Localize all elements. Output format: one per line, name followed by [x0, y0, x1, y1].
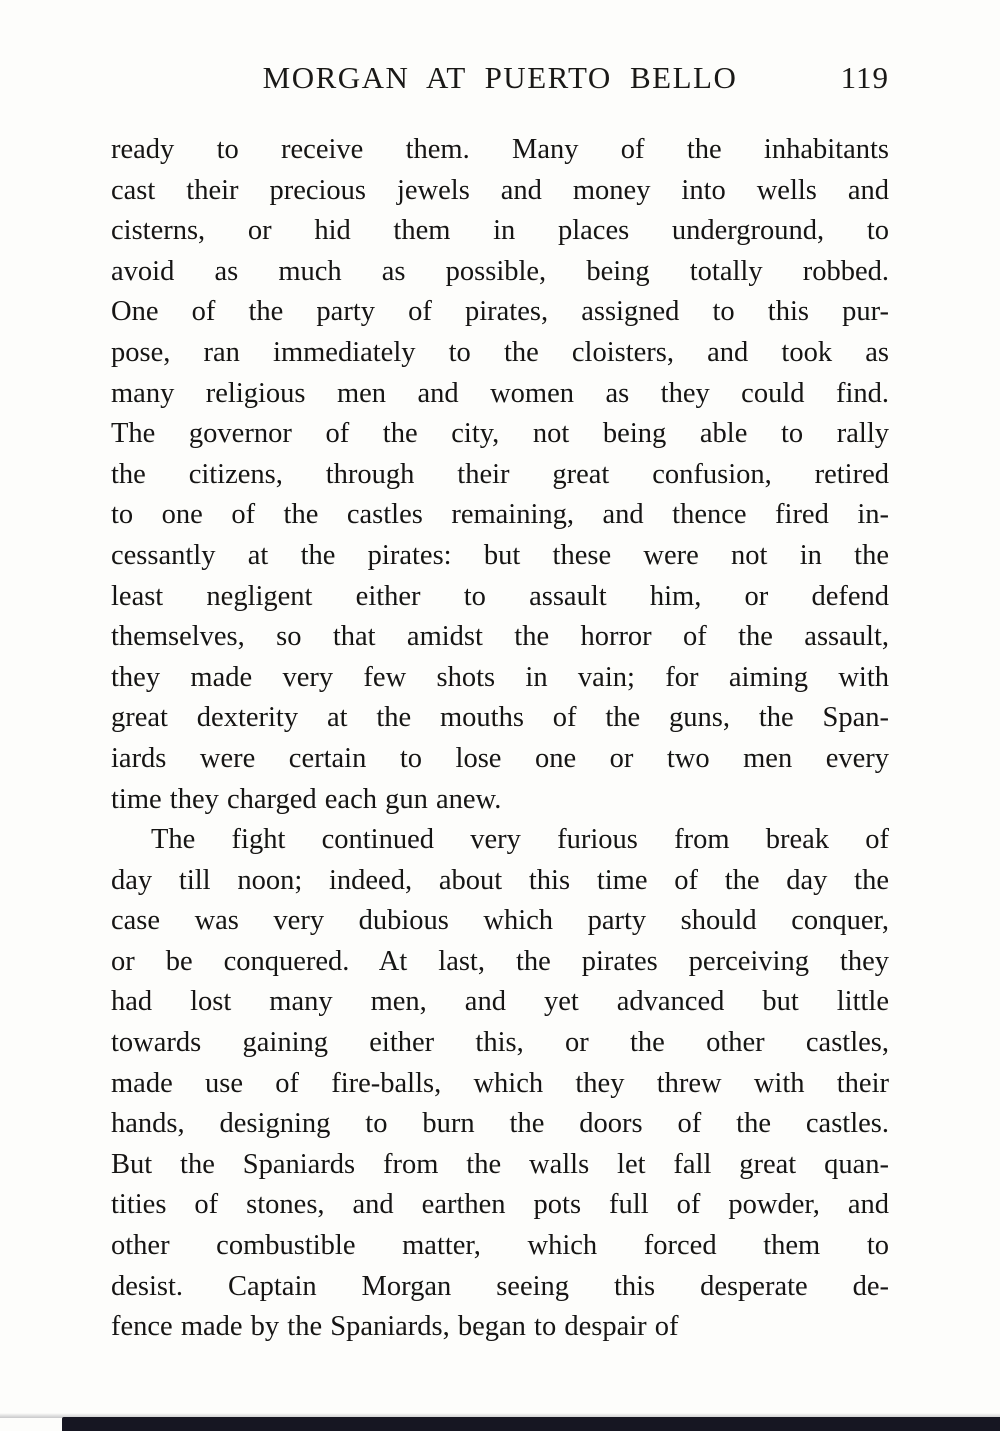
- page-body: [111, 130, 889, 1348]
- text-line: made use of fire-balls, which they threw with their: [111, 1067, 889, 1099]
- text-line: great dexterity at the mouths of the guns, the Span-: [111, 702, 889, 734]
- paragraph: [111, 130, 889, 820]
- text-line: But the Spaniards from the walls let fall great quan-: [111, 1148, 889, 1180]
- page-header: [111, 60, 889, 100]
- text-line: cast their precious jewels and money into wells and: [111, 174, 889, 206]
- text-line: hands, designing to burn the doors of the castles.: [111, 1108, 889, 1140]
- text-line: The governor of the city, not being able to rally: [111, 418, 889, 450]
- running-title: MORGAN AT PUERTO BELLO: [262, 60, 738, 95]
- text-line: The fight continued very furious from break of: [151, 824, 889, 856]
- text-line: day till noon; indeed, about this time of the day the: [111, 864, 889, 896]
- text-line: cessantly at the pirates: but these were not in the: [111, 539, 889, 571]
- text-line: the citizens, through their great confusion, retired: [111, 458, 889, 490]
- text-line: other combustible matter, which forced them to: [111, 1230, 889, 1262]
- text-line: avoid as much as possible, being totally robbed.: [111, 255, 889, 287]
- text-line: least negligent either to assault him, or defend: [111, 580, 889, 612]
- text-line: ready to receive them. Many of the inhabitants: [111, 134, 889, 165]
- text-line: pose, ran immediately to the cloisters, and took as: [111, 336, 889, 368]
- text-line: cisterns, or hid them in places underground, to: [111, 215, 889, 247]
- text-line: themselves, so that amidst the horror of the assault,: [111, 621, 889, 653]
- text-line: or be conquered. At last, the pirates perceiving they: [111, 945, 889, 977]
- text-line: had lost many men, and yet advanced but little: [111, 986, 889, 1018]
- text-line: towards gaining either this, or the other castles,: [111, 1027, 889, 1059]
- page-number: 119: [840, 60, 889, 95]
- text-line: iards were certain to lose one or two men every: [111, 742, 889, 774]
- paragraph: [111, 820, 889, 1348]
- text-line: to one of the castles remaining, and thence fired in-: [111, 499, 889, 531]
- text-line: tities of stones, and earthen pots full of powder, and: [111, 1189, 889, 1221]
- text-line: many religious men and women as they could find.: [111, 377, 889, 409]
- text-line: time they charged each gun anew.: [111, 783, 502, 815]
- text-line: case was very dubious which party should conquer,: [111, 905, 889, 937]
- text-line: One of the party of pirates, assigned to this pur-: [111, 296, 889, 328]
- text-line: desist. Captain Morgan seeing this desperate de-: [111, 1270, 889, 1302]
- scan-artifact-bar: [62, 1417, 1000, 1431]
- text-line: they made very few shots in vain; for aiming with: [111, 661, 889, 693]
- text-line: fence made by the Spaniards, began to despair of: [111, 1311, 679, 1343]
